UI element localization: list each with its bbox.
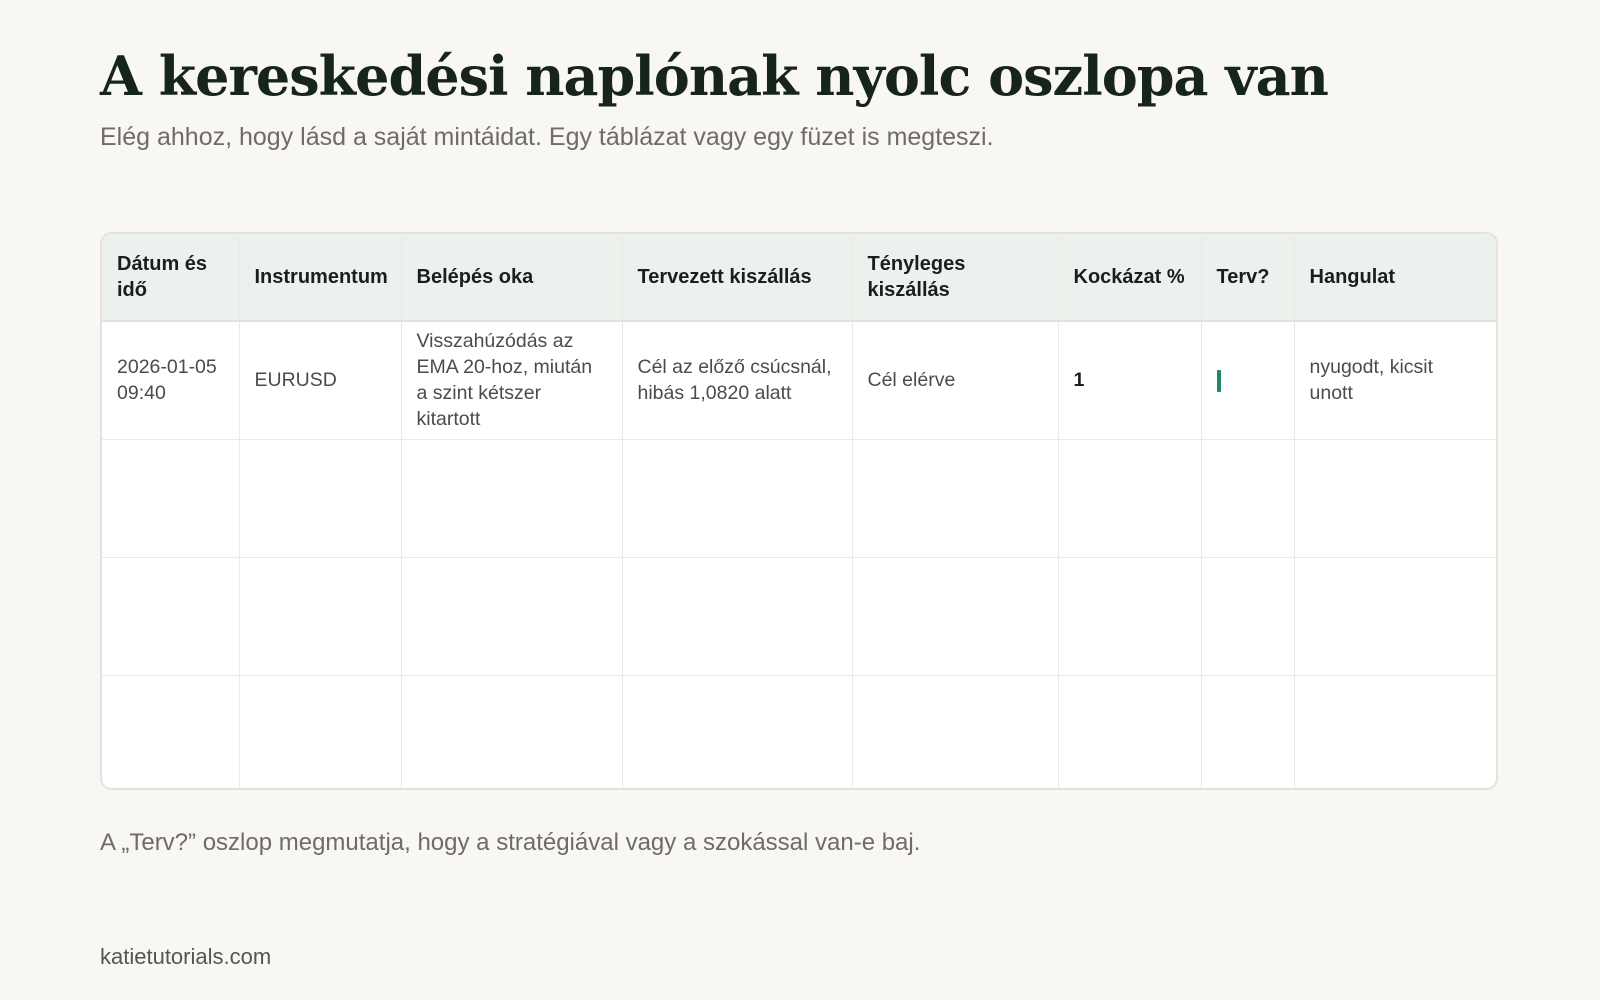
column-header-entry-reason: Belépés oka (401, 234, 622, 321)
table-row-empty (102, 675, 1496, 790)
empty-cell (1058, 675, 1201, 790)
empty-cell (1294, 675, 1496, 790)
empty-cell (1058, 439, 1201, 557)
column-header-actual-exit: Tényleges kiszállás (852, 234, 1058, 321)
column-header-planned-exit: Tervezett kiszállás (622, 234, 852, 321)
empty-cell (1201, 557, 1294, 675)
cell-instrument: EURUSD (239, 321, 401, 439)
empty-cell (102, 439, 239, 557)
column-header-plan: Terv? (1201, 234, 1294, 321)
column-header-risk: Kockázat % (1058, 234, 1201, 321)
table-row-empty (102, 557, 1496, 675)
empty-cell (852, 439, 1058, 557)
column-header-mood: Hangulat (1294, 234, 1496, 321)
cell-mood: nyugodt, kicsit unott (1294, 321, 1496, 439)
site-credit: katietutorials.com (100, 944, 272, 969)
table-header-row (102, 234, 1496, 321)
empty-cell (1294, 557, 1496, 675)
empty-cell (1201, 439, 1294, 557)
empty-cell (622, 675, 852, 790)
empty-cell (239, 675, 401, 790)
table-row-empty (102, 439, 1496, 557)
empty-cell (401, 675, 622, 790)
empty-cell (102, 675, 239, 790)
column-header-datetime: Dátum és idő (102, 234, 239, 321)
cell-actual-exit: Cél elérve (852, 321, 1058, 439)
check-mark-icon (1217, 370, 1221, 392)
empty-cell (1058, 557, 1201, 675)
cell-entry-reason: Visszahúzódás az EMA 20-hoz, miután a szint kétszer kitartott (401, 321, 622, 439)
trade-journal-table (100, 232, 1498, 790)
page-title: A kereskedési naplónak nyolc oszlopa van (100, 44, 1328, 108)
footnote: A „Terv?” oszlop megmutatja, hogy a stratégiával vagy a szokással van-e baj. (100, 829, 921, 856)
page-subtitle: Elég ahhoz, hogy lásd a saját mintáidat. Egy táblázat vagy egy füzet is megteszi. (100, 123, 994, 151)
cell-planned-exit: Cél az előző csúcsnál, hibás 1,0820 alatt (622, 321, 852, 439)
cell-datetime: 2026-01-05 09:40 (102, 321, 239, 439)
empty-cell (239, 557, 401, 675)
empty-cell (852, 557, 1058, 675)
cell-plan (1201, 321, 1294, 439)
cell-risk: 1 (1058, 321, 1201, 439)
empty-cell (622, 557, 852, 675)
empty-cell (401, 439, 622, 557)
empty-cell (852, 675, 1058, 790)
empty-cell (401, 557, 622, 675)
empty-cell (102, 557, 239, 675)
column-header-instrument: Instrumentum (239, 234, 401, 321)
table-row (102, 321, 1496, 439)
empty-cell (1294, 439, 1496, 557)
empty-cell (622, 439, 852, 557)
empty-cell (1201, 675, 1294, 790)
empty-cell (239, 439, 401, 557)
